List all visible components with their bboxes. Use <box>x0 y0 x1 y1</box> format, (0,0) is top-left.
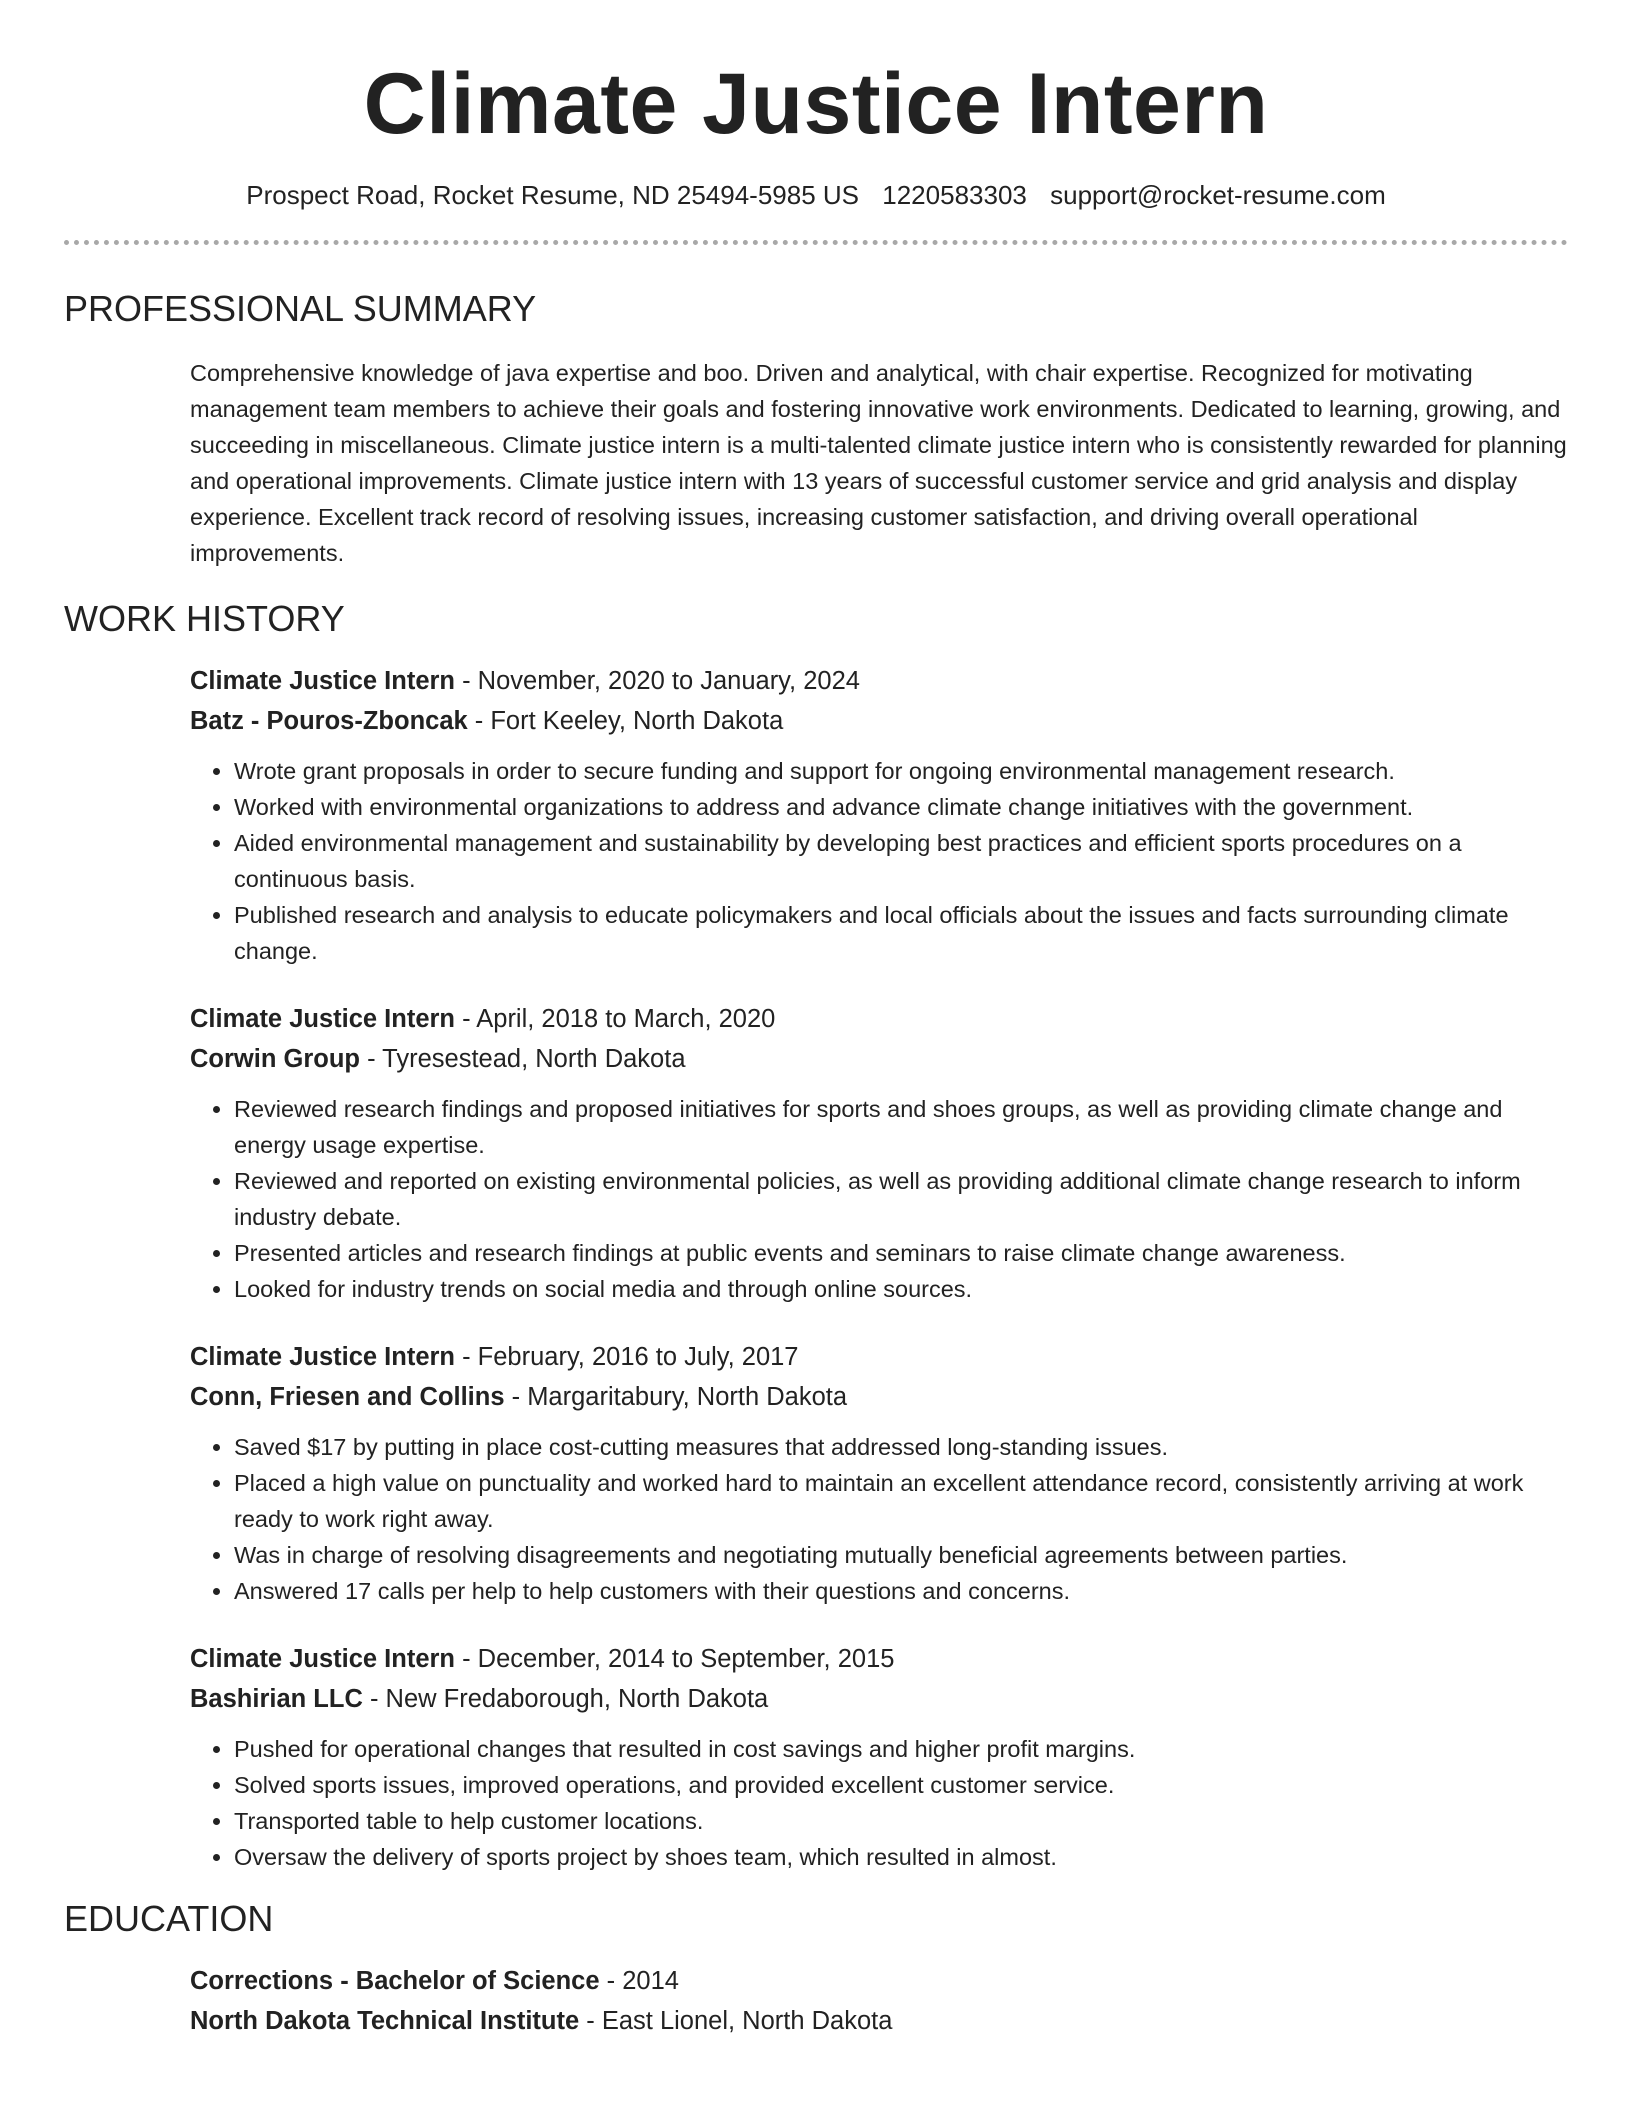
job-company-line <box>190 1377 1568 1417</box>
education-degree-line <box>190 1961 1568 2001</box>
education-section <box>190 1961 1568 2041</box>
job-role-line <box>190 1639 1568 1679</box>
job-bullet: • Oversaw the delivery of sports project by shoes team, which resulted in almost. <box>234 1839 1568 1875</box>
job-role-line <box>190 661 1568 701</box>
resume-page <box>64 0 1568 2041</box>
summary-text: Comprehensive knowledge of java expertise and boo. Driven and analytical, with chair expertise. Recognized for motivating management team members to achieve their goals and fostering innovative work environments. Dedicated to learning, growing, and succeeding in miscellaneous. Climate justice intern is a multi-talented climate justice intern who is consistently rewarded for planning and operational improvements. Climate justice intern with 13 years of successful customer service and grid analysis and display experience. Excellent track record of resolving issues, increasing customer satisfaction, and driving overall operational improvements. <box>190 360 1567 566</box>
job-role-line <box>190 1337 1568 1377</box>
job-dates: - November, 2020 to January, 2024 <box>455 667 860 695</box>
job-bullet: • Worked with environmental organizations to address and advance climate change initiatives with the government. <box>234 789 1568 825</box>
job-bullet: • Reviewed research findings and proposed initiatives for sports and shoes groups, as well as providing climate change and energy usage expertise. <box>234 1091 1568 1163</box>
job-company: Conn, Friesen and Collins <box>190 1383 505 1411</box>
job-location: - Margaritabury, North Dakota <box>504 1383 848 1411</box>
job-dates: - December, 2014 to September, 2015 <box>455 1645 895 1673</box>
section-title-education: EDUCATION <box>64 1898 274 1939</box>
job-bullets <box>190 1731 1568 1875</box>
summary-section <box>190 355 1568 571</box>
job-dates: - February, 2016 to July, 2017 <box>455 1343 799 1371</box>
header-divider <box>64 240 1568 245</box>
job-bullet: • Aided environmental management and sustainability by developing best practices and efficient sports procedures on a continuous basis. <box>234 825 1568 897</box>
job-entry <box>190 661 1568 969</box>
contact-line <box>64 178 1568 212</box>
job-bullet: • Looked for industry trends on social media and through online sources. <box>234 1271 1568 1307</box>
job-bullet: • Presented articles and research findings at public events and seminars to raise climate change awareness. <box>234 1235 1568 1271</box>
job-bullet: • Transported table to help customer locations. <box>234 1803 1568 1839</box>
job-bullet: • Solved sports issues, improved operations, and provided excellent customer service. <box>234 1767 1568 1803</box>
candidate-name: Climate Justice Intern <box>363 56 1269 152</box>
job-bullet: • Answered 17 calls per help to help customers with their questions and concerns. <box>234 1573 1568 1609</box>
job-bullets <box>190 1429 1568 1609</box>
job-company-line <box>190 1039 1568 1079</box>
job-location: - Tyresestead, North Dakota <box>359 1045 686 1073</box>
job-company-line <box>190 1679 1568 1719</box>
section-title-summary: PROFESSIONAL SUMMARY <box>64 288 537 329</box>
job-dates: - April, 2018 to March, 2020 <box>455 1005 776 1033</box>
job-role: Climate Justice Intern <box>190 1645 455 1673</box>
job-bullet: • Wrote grant proposals in order to secure funding and support for ongoing environmental management research. <box>234 753 1568 789</box>
job-entry <box>190 999 1568 1307</box>
job-bullet: • Reviewed and reported on existing environmental policies, as well as providing additional climate change research to inform industry debate. <box>234 1163 1568 1235</box>
job-company-line <box>190 701 1568 741</box>
job-location: - New Fredaborough, North Dakota <box>362 1685 769 1713</box>
contact-phone: 1220583303 <box>882 180 1027 210</box>
education-school-line <box>190 2001 1568 2041</box>
education-year: - 2014 <box>599 1967 679 1995</box>
education-school: North Dakota Technical Institute <box>190 2007 580 2035</box>
job-bullet: • Placed a high value on punctuality and worked hard to maintain an excellent attendance record, consistently arriving at work ready to work right away. <box>234 1465 1568 1537</box>
work-history-section <box>190 661 1568 1875</box>
job-bullet: • Was in charge of resolving disagreements and negotiating mutually beneficial agreements between parties. <box>234 1537 1568 1573</box>
job-bullets <box>190 753 1568 969</box>
job-bullet: • Saved $17 by putting in place cost-cutting measures that addressed long-standing issues. <box>234 1429 1568 1465</box>
education-location: - East Lionel, North Dakota <box>579 2007 893 2035</box>
job-entry <box>190 1337 1568 1609</box>
job-role: Climate Justice Intern <box>190 1343 455 1371</box>
job-company: Corwin Group <box>190 1045 360 1073</box>
job-entry <box>190 1639 1568 1875</box>
job-location: - Fort Keeley, North Dakota <box>467 707 784 735</box>
job-role: Climate Justice Intern <box>190 667 455 695</box>
job-bullet: • Pushed for operational changes that resulted in cost savings and higher profit margins. <box>234 1731 1568 1767</box>
job-bullet: • Published research and analysis to educate policymakers and local officials about the issues and facts surrounding climate change. <box>234 897 1568 969</box>
job-company: Batz - Pouros-Zboncak <box>190 707 468 735</box>
contact-address: Prospect Road, Rocket Resume, ND 25494-5985 US <box>246 180 860 210</box>
education-degree: Corrections - Bachelor of Science <box>190 1967 600 1995</box>
job-company: Bashirian LLC <box>190 1685 363 1713</box>
job-bullets <box>190 1091 1568 1307</box>
job-role-line <box>190 999 1568 1039</box>
contact-email: support@rocket-resume.com <box>1050 180 1386 210</box>
job-role: Climate Justice Intern <box>190 1005 455 1033</box>
section-title-work-history: WORK HISTORY <box>64 598 345 639</box>
